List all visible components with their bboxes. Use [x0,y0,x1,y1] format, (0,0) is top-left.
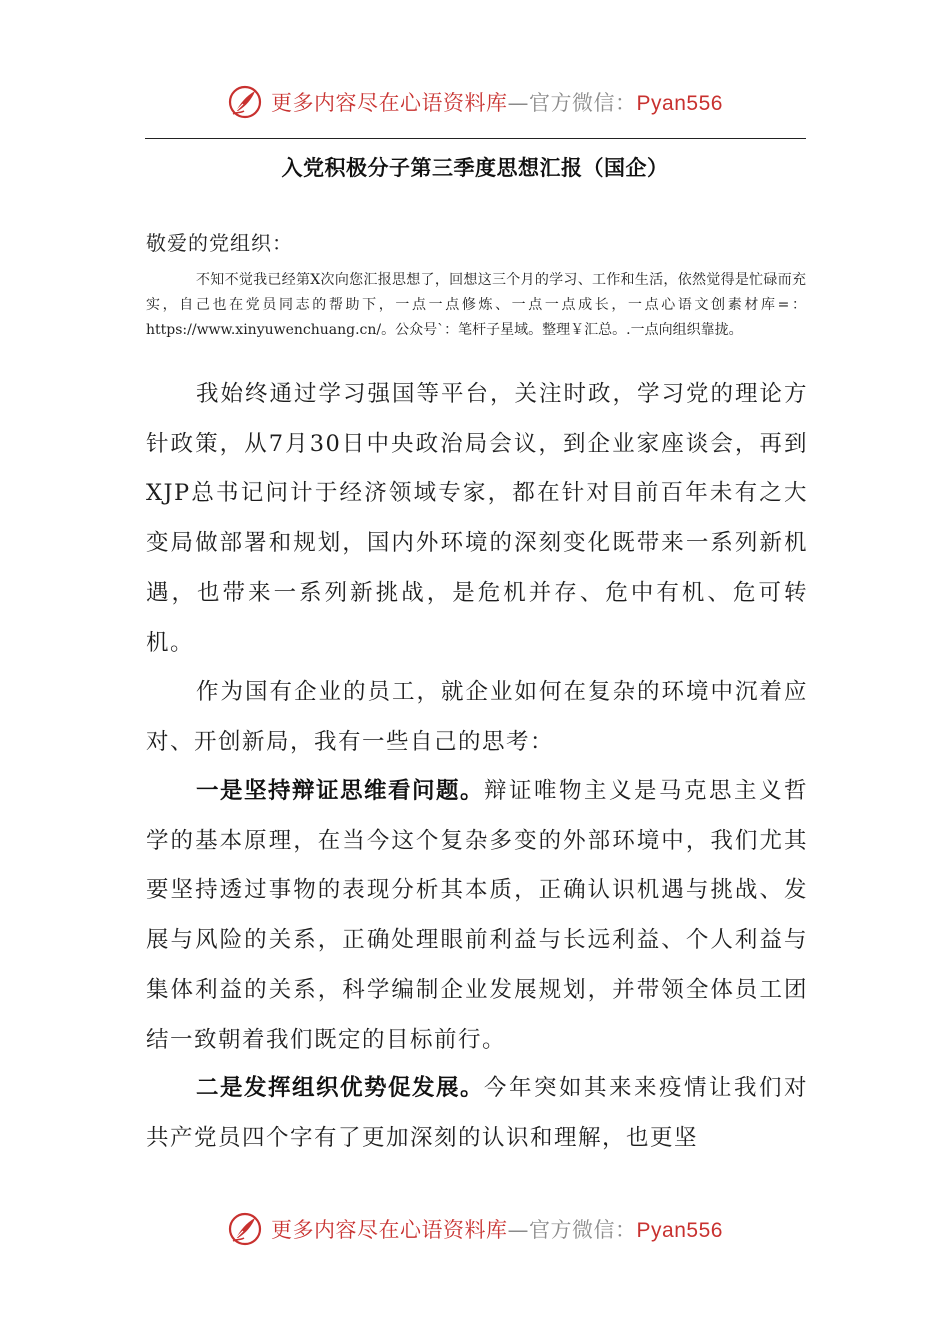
paragraph-text: 今年突如其来来疫情让我们对共产党员四个字有了更加深刻的认识和理解，也更坚 [146,1075,808,1151]
banner-library-text: 更多内容尽在心语资料库 [271,1218,508,1242]
paragraph-lead: 二是发挥组织优势促发展。 [196,1075,484,1101]
paragraph-lead: 一是坚持辩证思维看问题。 [196,778,484,804]
body-paragraph [146,1064,808,1163]
body-paragraph [146,668,808,767]
salutation: 敬爱的党组织： [146,231,293,255]
banner-text [271,1214,723,1244]
banner-official-label: —官方微信： [507,91,637,115]
banner-library-text: 更多内容尽在心语资料库 [271,91,508,115]
footer-banner [0,1207,950,1251]
paragraph-text: 作为国有企业的员工，就企业如何在复杂的环境中沉着应对、开创新局，我有一些自己的思考： [146,679,808,755]
header-banner [0,80,950,124]
quill-pen-logo-icon [227,84,263,120]
body-paragraph [146,370,808,668]
intro-paragraph: 不知不觉我已经第Ⅹ次向您汇报思想了，回想这三个月的学习、工作和生活，依然觉得是忙碌而充实，自己也在党员同志的帮助下，一点一点修炼、一点一点成长，一点心语文创素材库=：https://www.xinyuwenchuang.cn/。公众号`：笔杆子星域。整理￥汇总。.一点向组织靠拢。 [146,272,806,338]
banner-text [271,87,723,117]
banner-wechat-id: Pyan556 [636,92,723,115]
banner-wechat-id: Pyan556 [636,1219,723,1242]
document-title: 入党积极分子第三季度思想汇报（国企） [281,156,669,180]
quill-pen-logo-icon [227,1211,263,1247]
banner-official-label: —官方微信： [507,1218,637,1242]
paragraph-text: 我始终通过学习强国等平台，关注时政，学习党的理论方针政策，从7月30日中央政治局会议，到企业家座谈会，再到XJP总书记问计于经济领域专家，都在针对目前百年未有之大变局做部署和规划，国内外环境的深刻变化既带来一系列新机遇，也带来一系列新挑战，是危机并存、危中有机、危可转机。 [146,381,808,656]
header-divider [145,138,806,139]
body-paragraph [146,767,808,1065]
paragraph-text: 辩证唯物主义是马克思主义哲学的基本原理，在当今这个复杂多变的外部环境中，我们尤其要坚持透过事物的表现分析其本质，正确认识机遇与挑战、发展与风险的关系，正确处理眼前利益与长远利益、个人利益与集体利益的关系，科学编制企业发展规划，并带领全体员工团结一致朝着我们既定的目标前行。 [146,778,808,1053]
